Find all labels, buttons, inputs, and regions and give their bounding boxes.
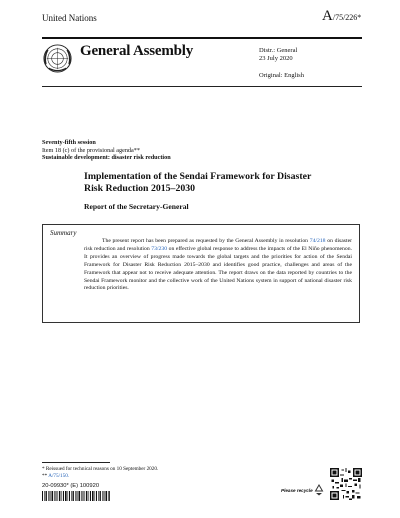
footnote-agenda bbox=[42, 473, 69, 479]
qr-code-icon bbox=[330, 468, 362, 500]
distribution-label: Distr.: General bbox=[259, 47, 298, 54]
header-rule bbox=[42, 37, 362, 39]
organization-name: United Nations bbox=[42, 13, 97, 23]
report-subtitle: Report of the Secretary-General bbox=[84, 202, 189, 211]
document-symbol-letter: A bbox=[322, 8, 333, 24]
masthead-rule bbox=[42, 86, 362, 87]
resolution-link-1[interactable]: 74/218 bbox=[309, 238, 326, 244]
document-symbol bbox=[322, 8, 361, 25]
session-name: Seventy-fifth session bbox=[42, 139, 96, 146]
summary-label: Summary bbox=[50, 229, 77, 237]
summary-text-part: on disaster risk reduction and resolution bbox=[84, 238, 353, 252]
resolution-link-2[interactable]: 73/230 bbox=[151, 245, 168, 252]
original-language: Original: English bbox=[259, 72, 304, 79]
footnote-marker: ** bbox=[42, 473, 49, 479]
session-block bbox=[42, 139, 171, 162]
barcode-icon bbox=[42, 491, 110, 501]
summary-text bbox=[84, 238, 352, 293]
document-symbol-rest: /75/226* bbox=[332, 13, 362, 22]
summary-text-part: The present report has been prepared as requested by the General Assembly in resolution bbox=[102, 238, 310, 244]
recycle-notice: Please recycle bbox=[281, 488, 313, 493]
agenda-topic: Sustainable development: disaster risk reduction bbox=[42, 154, 171, 161]
document-title: Implementation of the Sendai Framework for Disaster Risk Reduction 2015–2030 bbox=[84, 171, 312, 194]
body-title: General Assembly bbox=[80, 43, 194, 59]
footnote-reissue: * Reissued for technical reasons on 10 September 2020. bbox=[42, 466, 159, 472]
distribution-block bbox=[259, 47, 297, 63]
un-emblem-icon bbox=[42, 43, 73, 74]
agenda-document-link[interactable]: A/75/150. bbox=[48, 473, 70, 479]
job-number: 20-09930* (E) 100920 bbox=[42, 483, 100, 489]
issue-date: 23 July 2020 bbox=[259, 55, 293, 62]
agenda-item: Item 18 (c) of the provisional agenda** bbox=[42, 146, 140, 154]
summary-text-part: on effective global response to address the impacts of the El Niño phenomenon. It provides an overview of progress made towards the global targets and the priorities for action of the Sendai Framework for Disaster Risk Reduction 2015–2030 and identifies good practice, challenges and areas of the Framework that appear not to receive adequate attention. The report draws on the data reported by countries to the Sendai Framework monitor and the collective work of the United Nations system in support of national disaster risk reduction priorities. bbox=[84, 245, 352, 292]
recycle-icon bbox=[314, 484, 324, 496]
footnote-rule bbox=[42, 462, 110, 463]
